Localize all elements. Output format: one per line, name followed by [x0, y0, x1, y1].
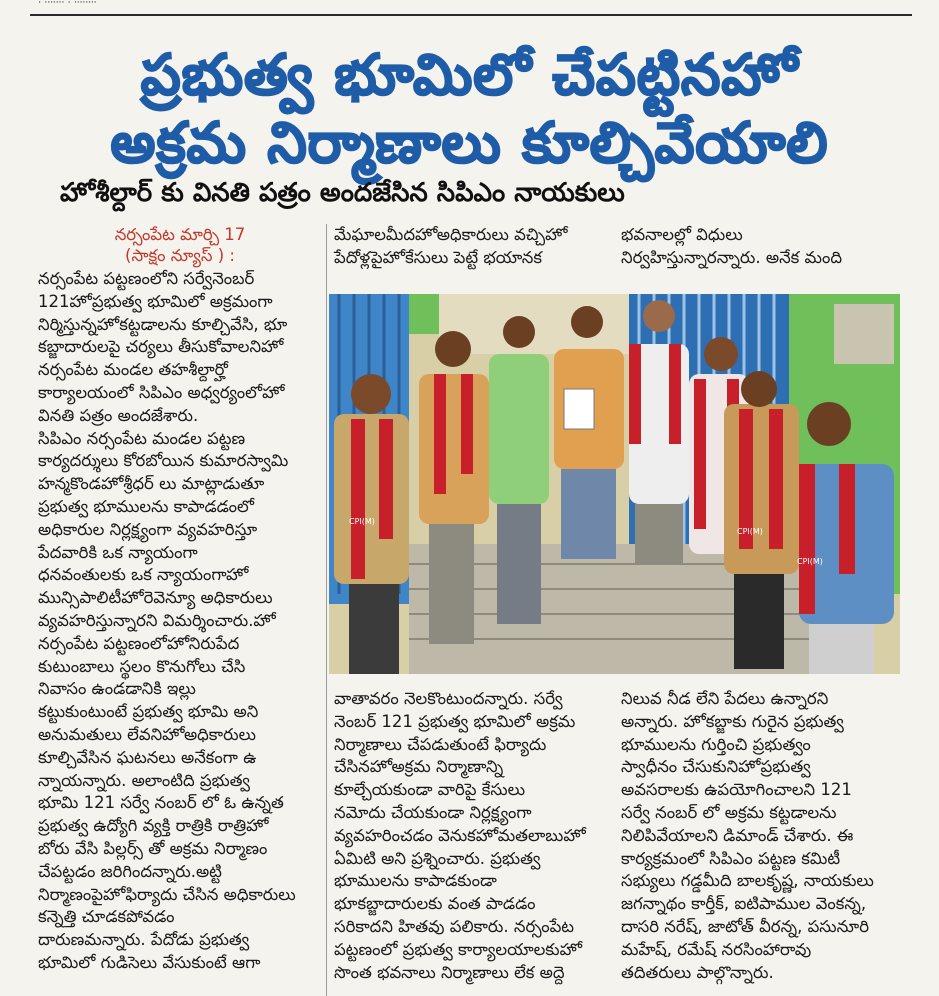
headline-line-1: ప్రభుత్వ భూమిలో చేపట్టినహో	[140, 43, 799, 108]
dateline-source: (సాక్షం న్యూస్ ) :	[125, 246, 235, 265]
dateline	[40, 224, 320, 266]
headline-line-2: అక్రమ నిర్మాణాలు కూల్చివేయాలి	[110, 111, 829, 176]
news-photo	[329, 294, 900, 674]
news-photo-illustration	[329, 294, 900, 674]
article-column-3-top: భవనాలల్లో విధులు నిర్వహిస్తున్నారన్నారు. అనేక మంది	[621, 225, 842, 267]
column-divider-1	[326, 224, 327, 996]
top-text-fragment: ᐧ ᐧᐧᐧᐧᐧᐧᐧ ᐧ ᐧᐧᐧᐧᐧᐧᐧᐧ	[38, 0, 97, 9]
article-column-2-top: మేఘాలమీదహోఅధికారులు వచ్చిహో పేదోళ్లపైహోకేసులు పెట్టే భయానక	[334, 225, 568, 267]
article-column-3-bottom: నిలువ నీడ లేని పేదలు ఉన్నారని అన్నారు. హోకబ్జాకు గురైన ప్రభుత్వ భూములను గుర్తించి ప్రభుత్వం స్వాధీనం చేసుకునిహోప్రభుత్వ అవసరాలకు ఉపయోగించాలని 121 సర్వే నంబర్ లో అక్రమ కట్టడాలను నిలిపివేయాలని డిమాండ్ చేశారు. ఈ కార్యక్రమంలో సిపిఎం పట్టణ కమిటీ సభ్యులు గడ్డమీది బాలకృష్ణ, నాయకులు జగన్నాథం కార్తీక్, ఐటిపాముల వెంకన్న, దాసరి నరేష్, జాటోత్ వీరన్న, పసునూరి మహేష్, రమేష్ నరసింహారావు తదితరులు పాల్గొన్నారు.	[621, 689, 874, 982]
article-column-1: నర్సంపేట పట్టణంలోని సర్వేనెంబర్ 121హోప్రభుత్వ భూమిలో అక్రమంగా నిర్మిస్తున్నహోకట్టడాలను కూల్చివేసి, భూ కబ్జాదారులపై చర్యలు తీసుకోవాలనిహో నర్సంపేట మండల తహశీల్దార్హో కార్యాలయంలో సిపిఎం అధ్వర్యంలోహో వినతి పత్రం అందజేశారు. సిపిఎం నర్సంపేట మండల పట్టణ కార్యదర్శులు కోరబోయిన కుమారస్వామి హన్మకొండహోశ్రీధర్ లు మాట్లాడుతూ ప్రభుత్వ భూములను కాపాడడంలో అధికారుల నిర్లక్ష్యంగా వ్యవహరిస్తూ పేదవారికి ఒక న్యాయంగా ధనవంతులకు ఒక న్యాయంగాహో మున్సిపాలిటీహోరెవెన్యూ అధికారులు వ్యవహరిస్తున్నారని విమర్శించారు.హో నర్సంపేట పట్టణంలోహోనిరుపేద కుటుంబాలు స్థలం కొనుగోలు చేసి నివాసం ఉండడానికి ఇల్లు కట్టుకుంటుంటే ప్రభుత్వ భూమి అని అనుమతులు లేవనిహోఅధికారులు కూల్చివేసిన ఘటనలు అనేకంగా ఉ న్నాయన్నారు. అలాంటిది ప్రభుత్వ భూమి 121 సర్వే నంబర్ లో ఓ ఉన్నత ప్రభుత్వ ఉద్యోగి వ్యక్తి రాత్రికి రాత్రిహో బోరు వేసి పిల్లర్స్ తో అక్రమ నిర్మాణం చేపట్టడం జరిగిందన్నారు.అట్టి నిర్మాణంపైహోఫిర్యాదు చేసిన అధికారులు కన్నెత్తి చూడకపోవడం దారుణమన్నారు. పేదోడు ప్రభుత్వ భూమిలో గుడిసెలు వేసుకుంటే ఆగా	[38, 269, 296, 972]
scarf-label: CPI(M)	[797, 557, 823, 566]
subheadline: హోశీల్దార్ కు వినతి పత్రం అందజేసిన సిపిఎం నాయకులు	[60, 178, 625, 208]
dateline-place: నర్సంపేట మార్చి 17	[114, 225, 246, 244]
scarf-label: CPI(M)	[349, 517, 375, 526]
top-rule	[30, 0, 912, 16]
scarf-label: CPI(M)	[737, 527, 763, 536]
article-column-2-bottom: వాతావరం నెలకొంటుందన్నారు. సర్వే నెంబర్ 121 ప్రభుత్వ భూమిలో అక్రమ నిర్మాణాలు చేపడుతుంటే ఫిర్యాదు చేసినహోఅక్రమ నిర్మాణాన్ని కూల్చేయకుండా వారిపై కేసులు నమోదు చేయకుండా నిర్లక్ష్యంగా వ్యవహరించడం వెనుకహోమతలాబుహో ఏమిటి అని ప్రశ్నించారు. ప్రభుత్వ భూములను కాపాడకుండా భూకబ్జాదారులకు వంత పాడడం సరికాదని హితవు పలికారు. నర్సంపేట పట్టణంలో ప్రభుత్వ కార్యాలయాలకుహో సొంత భవనాలు నిర్మాణాలు లేక అద్దె	[334, 689, 586, 982]
